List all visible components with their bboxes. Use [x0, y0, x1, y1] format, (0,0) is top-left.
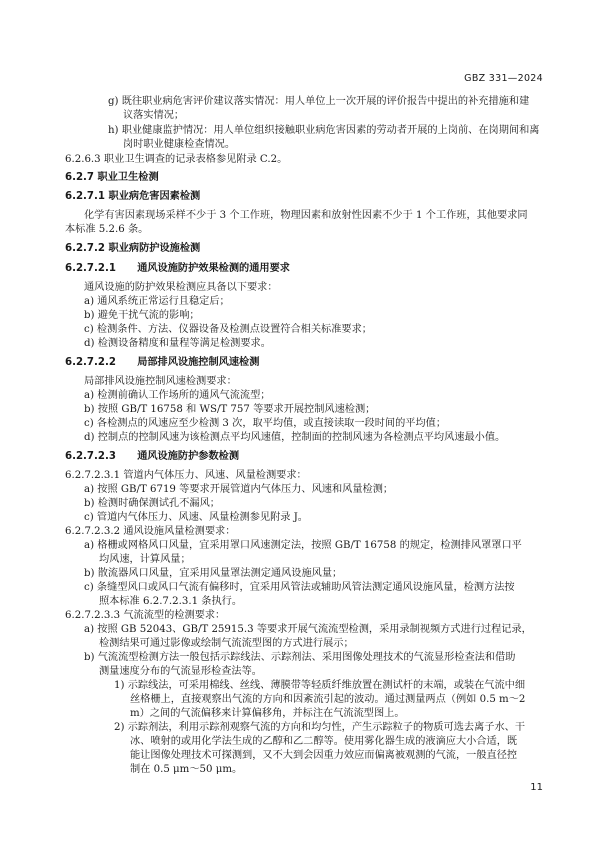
list-item: c) 条缝型风口或风口气流有偏移时，宜采用风管法或辅助风管法测定通风设施风量，检测方法按 [84, 582, 515, 593]
list-item-cont: 均风速，计算风量； [99, 554, 191, 565]
section-heading-6-2-7-2-3 [65, 450, 239, 464]
sub-list-item-cont: m）之间的气流偏移来计算偏移角，并标注在气流流型图上。 [130, 708, 405, 719]
clause-title: 通风设施防护效果检测的通用要求 [137, 263, 290, 274]
list-item-cont: 测量速度分布的气流显形检查法等。 [99, 666, 262, 677]
list-item: b) 气流流型检测方法一般包括示踪线法、示踪剂法、采用图像处理技术的气流显形检查法和借助 [84, 652, 516, 663]
sub-list-item-cont: 冰、喷射的或用化学法生成的乙醇和乙二醇等。使用雾化器生成的液滴应大小合适，既 [130, 736, 518, 747]
sub-list-item-cont: 制在 0.5 μm～50 μm。 [130, 764, 243, 775]
paragraph-line: 化学有害因素现场采样不少于 3 个工作班，物理因素和放射性因素不少于 1 个工作班，其他要求同 [84, 210, 528, 221]
sub-list-item-cont: 能让图像处理技术可探测到，又不大到会因重力效应而偏离被观测的气流，一般直径控 [130, 750, 518, 761]
section-heading-6-2-7-2-1 [65, 262, 290, 276]
list-item: a) 按照 GB 52043、GB/T 25915.3 等要求开展气流流型检测，采用录制视频方式进行过程记录， [84, 624, 532, 635]
list-item: a) 格栅或网格风口风量，宜采用罩口风速测定法，按照 GB/T 16758 的规定，检测排风罩罩口平 [84, 540, 522, 551]
paragraph-line: 本标准 5.2.6 条。 [65, 224, 149, 235]
list-item: d) 控制点的控制风速为该检测点平均风速值，控制面的控制风速为各检测点平均风速最小值。 [84, 432, 506, 443]
item-g-cont: 议落实情况； [123, 110, 185, 121]
clause-number: 6.2.7.2.3 [65, 451, 116, 462]
list-item: d) 检测设备精度和量程等满足检测要求。 [84, 338, 271, 349]
list-item: a) 检测前确认工作场所的通风气流流型； [84, 390, 271, 401]
page-number: 11 [530, 782, 543, 793]
list-item: c) 管道内气体压力、风速、风量检测参见附录 J。 [84, 512, 308, 523]
sub-list-item-cont: 丝格栅上，直接观察出气流的方向和因紊流引起的波动。通过测量两点（例如 0.5 m～2 [130, 694, 526, 705]
standard-code-header: GBZ 331—2024 [464, 73, 543, 84]
list-item: b) 检测时确保测试孔不漏风； [84, 498, 220, 509]
list-item: a) 通风系统正常运行且稳定后； [84, 296, 230, 307]
item-h: h) 职业健康监护情况：用人单位组织接触职业病危害因素的劳动者开展的上岗前、在岗期间和离 [108, 125, 540, 136]
clause-6-2-7-2-3-3: 6.2.7.2.3.3 气流流型的检测要求： [65, 610, 226, 621]
list-item: b) 按照 GB/T 16758 和 WS/T 757 等要求开展控制风速检测； [84, 404, 376, 415]
list-item: b) 避免干扰气流的影响； [84, 310, 200, 321]
list-item: a) 按照 GB/T 6719 等要求开展管道内气体压力、风速和风量检测； [84, 484, 394, 495]
paragraph-line: 通风设施的防护效果检测应具备以下要求： [84, 282, 278, 293]
clause-title: 局部排风设施控制风速检测 [137, 357, 260, 368]
list-item-cont: 照本标准 6.2.7.2.3.1 条执行。 [99, 596, 243, 607]
sub-list-item: 1) 示踪线法，可采用棉线、丝线、薄膜带等轻质纤维放置在测试杆的末端，或装在气流中细 [114, 680, 526, 691]
list-item: c) 检测条件、方法、仪器设备及检测点设置符合相关标准要求； [84, 324, 372, 335]
section-heading-6-2-7-2-2 [65, 356, 259, 370]
item-g: g) 既往职业病危害评价建议落实情况：用人单位上一次开展的评价报告中提出的补充措施和建 [108, 96, 530, 107]
section-heading-6-2-7-2: 6.2.7.2 职业病防护设施检测 [65, 243, 201, 254]
paragraph-line: 局部排风设施控制风速检测要求： [84, 376, 237, 387]
clause-number: 6.2.7.2.2 [65, 357, 116, 368]
clause-number: 6.2.7.2.1 [65, 263, 116, 274]
clause-6-2-7-2-3-2: 6.2.7.2.3.2 通风设施风量检测要求： [65, 526, 236, 537]
section-heading-6-2-7: 6.2.7 职业卫生检测 [65, 172, 159, 183]
list-item-cont: 检测结果可通过影像或绘制气流流型图的方式进行展示； [99, 638, 354, 649]
clause-6-2-6-3: 6.2.6.3 职业卫生调查的记录表格参见附录 C.2。 [65, 154, 288, 165]
clause-title: 通风设施防护参数检测 [137, 451, 240, 462]
sub-list-item: 2) 示踪剂法，利用示踪剂观察气流的方向和均匀性，产生示踪粒子的物质可选去离子水、干 [114, 722, 526, 733]
section-heading-6-2-7-1: 6.2.7.1 职业病危害因素检测 [65, 191, 201, 202]
list-item: b) 散流器风口风量，宜采用风量罩法测定通风设施风量； [84, 568, 343, 579]
list-item: c) 各检测点的风速应至少检测 3 次，取平均值，或直接读取一段时间的平均值； [84, 418, 447, 429]
clause-6-2-7-2-3-1: 6.2.7.2.3.1 管道内气体压力、风速、风量检测要求： [65, 470, 307, 481]
item-h-cont: 岗时职业健康检查情况。 [123, 139, 236, 150]
